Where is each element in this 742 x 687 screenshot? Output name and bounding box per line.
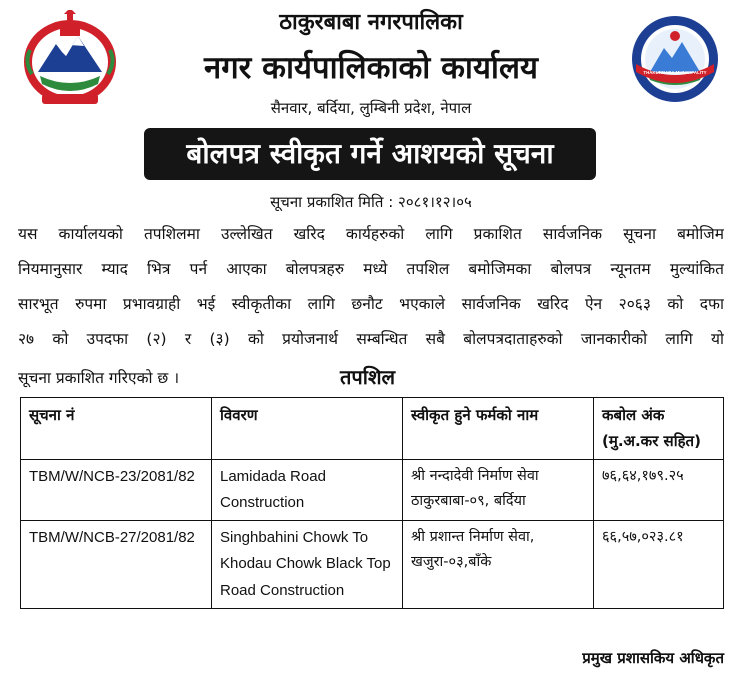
municipality-name: ठाकुरबाबा नगरपालिका [279, 10, 463, 35]
signature: प्रमुख प्रशासकिय अधिकृत [582, 649, 724, 667]
table-heading: तपशिल [340, 365, 396, 389]
notice-title: बोलपत्र स्वीकृत गर्ने आशयको सूचना [144, 128, 596, 180]
description-cell: Singhbahini Chowk To Khodau Chowk Black Top Road Construction [212, 521, 403, 609]
table-row [21, 521, 724, 609]
published-date: सूचना प्रकाशित मिति : २०८१।१२।०५ [270, 193, 472, 211]
office-name: नगर कार्यपालिकाको कार्यालय [204, 50, 538, 86]
firm-cell: श्री प्रशान्त निर्माण सेवा, खजुरा-०३,बाँके [403, 521, 594, 609]
table-row [21, 459, 724, 521]
amount-cell: ६६,५७,०२३.८१ [594, 521, 724, 609]
notice-body-line-4: २७ को उपदफा (२) र (३) को प्रयोजनार्थ सम्बन्धित सबै बोलपत्रदाताहरुको जानकारीको लागि यो [18, 330, 724, 348]
header-firm: स्वीकृत हुने फर्मको नाम [403, 398, 594, 460]
tender-table [20, 397, 724, 609]
notice-body-line-5: सूचना प्रकाशित गरिएको छ । [18, 369, 180, 387]
header-notice-no: सूचना नं [21, 398, 212, 460]
office-address: सैनवार, बर्दिया, लुम्बिनी प्रदेश, नेपाल [270, 99, 472, 117]
firm-cell: श्री नन्दादेवी निर्माण सेवा ठाकुरबाबा-०९, बर्दिया [403, 459, 594, 521]
description-cell: Lamidada Road Construction [212, 459, 403, 521]
amount-cell: ७६,६४,१७९.२५ [594, 459, 724, 521]
notice-body-line-2: नियमानुसार म्याद भित्र पर्न आएका बोलपत्रहरु मध्ये तपशिल बमोजिमका बोलपत्र न्यूनतम मुल्यांकित [18, 260, 724, 278]
header-description: विवरण [212, 398, 403, 460]
municipality-logo-text: THAKURBABA MUNICIPALITY [643, 70, 707, 75]
table-header-row [21, 398, 724, 460]
notice-body-line-3: सारभूत रुपमा प्रभावग्राही भई स्वीकृतीका लागि छनौट भएकाले सार्वजनिक खरिद ऐन २०६३ को दफा [18, 295, 724, 313]
notice-no-cell: TBM/W/NCB-27/2081/82 [21, 521, 212, 609]
header-amount: कबोल अंक (मु.अ.कर सहित) [594, 398, 724, 460]
notice-no-cell: TBM/W/NCB-23/2081/82 [21, 459, 212, 521]
notice-body-line-1: यस कार्यालयको तपशिलमा उल्लेखित खरिद कार्यहरुको लागि प्रकाशित सार्वजनिक सूचना बमोजिम [18, 225, 724, 243]
